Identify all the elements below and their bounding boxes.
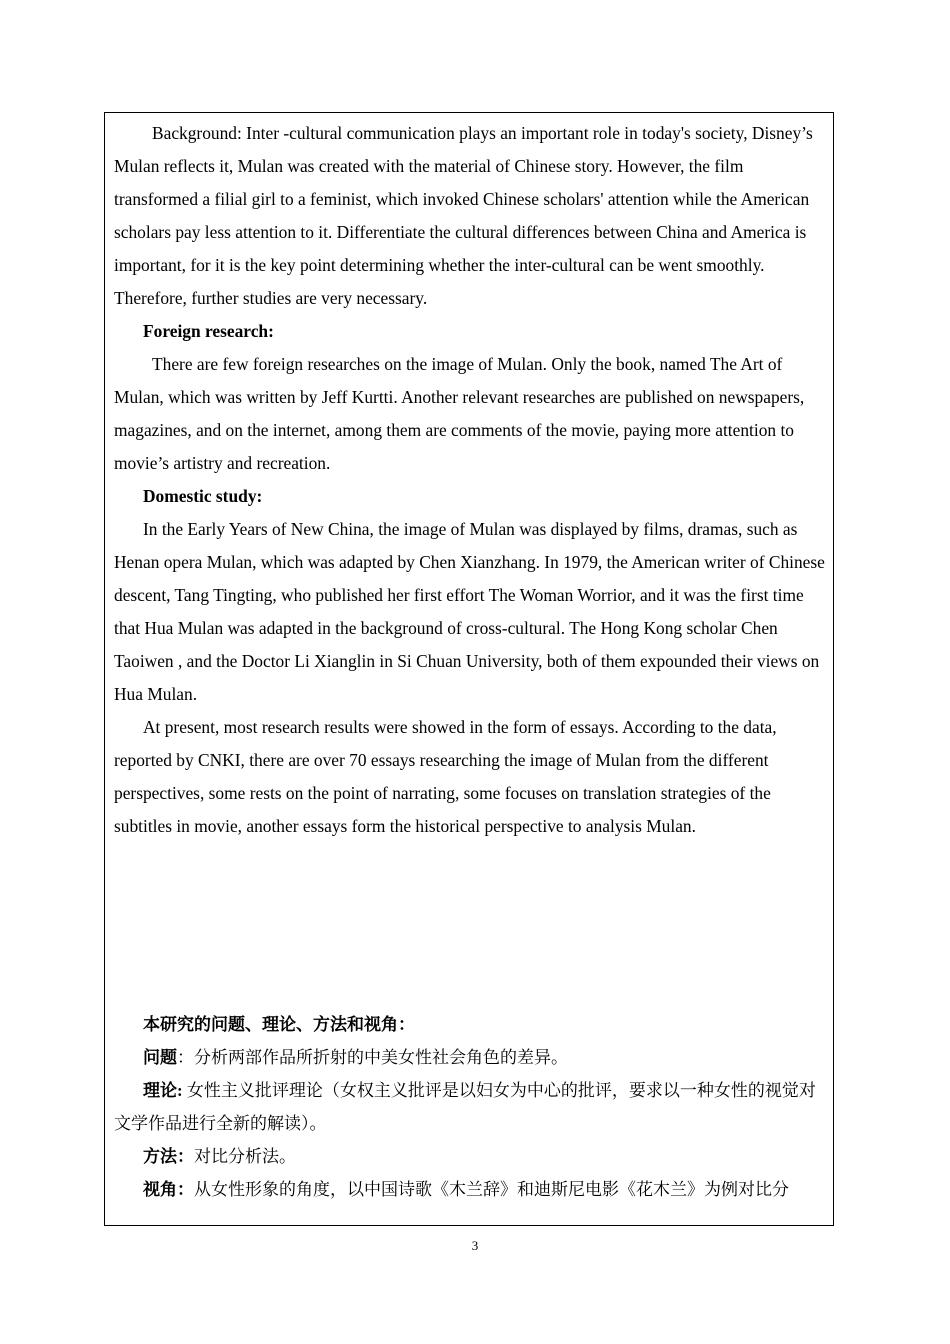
perspective-text: 从女性形象的角度，以中国诗歌《木兰辞》和迪斯尼电影《花木兰》为例对比分: [194, 1180, 789, 1199]
question-text: ：分析两部作品所折射的中美女性社会角色的差异。: [177, 1048, 568, 1067]
content-frame: [104, 112, 834, 1226]
method-text: 对比分析法。: [194, 1147, 296, 1166]
theory-line: [114, 1074, 825, 1140]
question-label: 问题: [143, 1048, 177, 1067]
foreign-research-paragraph: There are few foreign researches on the image of Mulan. Only the book, named The Art of Mulan, which was written by Jeff Kurtti. Another relevant researches are published on newspapers, magazines, and on the internet, among them are comments of the movie, paying more attention to movie’s artistry and recreation.: [114, 354, 805, 473]
background-paragraph: Background: Inter -cultural communication plays an important role in today's society, Disney’s Mulan reflects it, Mulan was created with the material of Chinese story. However, the film transformed a filial girl to a feminist, which invoked Chinese scholars' attention while the American scholars pay less attention to it. Differentiate the cultural differences between China and America is important, for it is the key point determining whether the inter-cultural can be went smoothly. Therefore, further studies are very necessary.: [114, 123, 813, 308]
domestic-study-paragraph-2: At present, most research results were showed in the form of essays. According to the data, reported by CNKI, there are over 70 essays researching the image of Mulan from the different perspectives, some rests on the point of narrating, some focuses on translation strategies of the subtitles in movie, another essays form the historical perspective to analysis Mulan.: [114, 717, 777, 836]
method-line: [114, 1140, 825, 1173]
theory-label: 理论:: [143, 1081, 183, 1100]
foreign-research-heading: Foreign research:: [143, 321, 274, 341]
domestic-study-heading: Domestic study:: [143, 486, 263, 506]
theory-text: 女性主义批评理论（女权主义批评是以妇女为中心的批评，要求以一种女性的视觉对文学作品进行全新的解读）。: [114, 1081, 816, 1133]
document-body: [105, 113, 833, 1206]
perspective-line: [114, 1173, 825, 1206]
research-outline-heading: 本研究的问题、理论、方法和视角：: [143, 1015, 415, 1034]
question-line: [114, 1041, 825, 1074]
blank-space: [114, 843, 825, 1008]
method-label: 方法：: [143, 1147, 194, 1166]
perspective-label: 视角：: [143, 1180, 194, 1199]
domestic-study-paragraph-1: In the Early Years of New China, the image of Mulan was displayed by films, dramas, such as Henan opera Mulan, which was adapted by Chen Xianzhang. In 1979, the American writer of Chinese descent, Tang Tingting, who published her first effort The Woman Worrior, and it was the first time that Hua Mulan was adapted in the background of cross-cultural. The Hong Kong scholar Chen Taoiwen , and the Doctor Li Xianglin in Si Chuan University, both of them expounded their views on Hua Mulan.: [114, 519, 825, 704]
page-number: 3: [471, 1238, 479, 1253]
